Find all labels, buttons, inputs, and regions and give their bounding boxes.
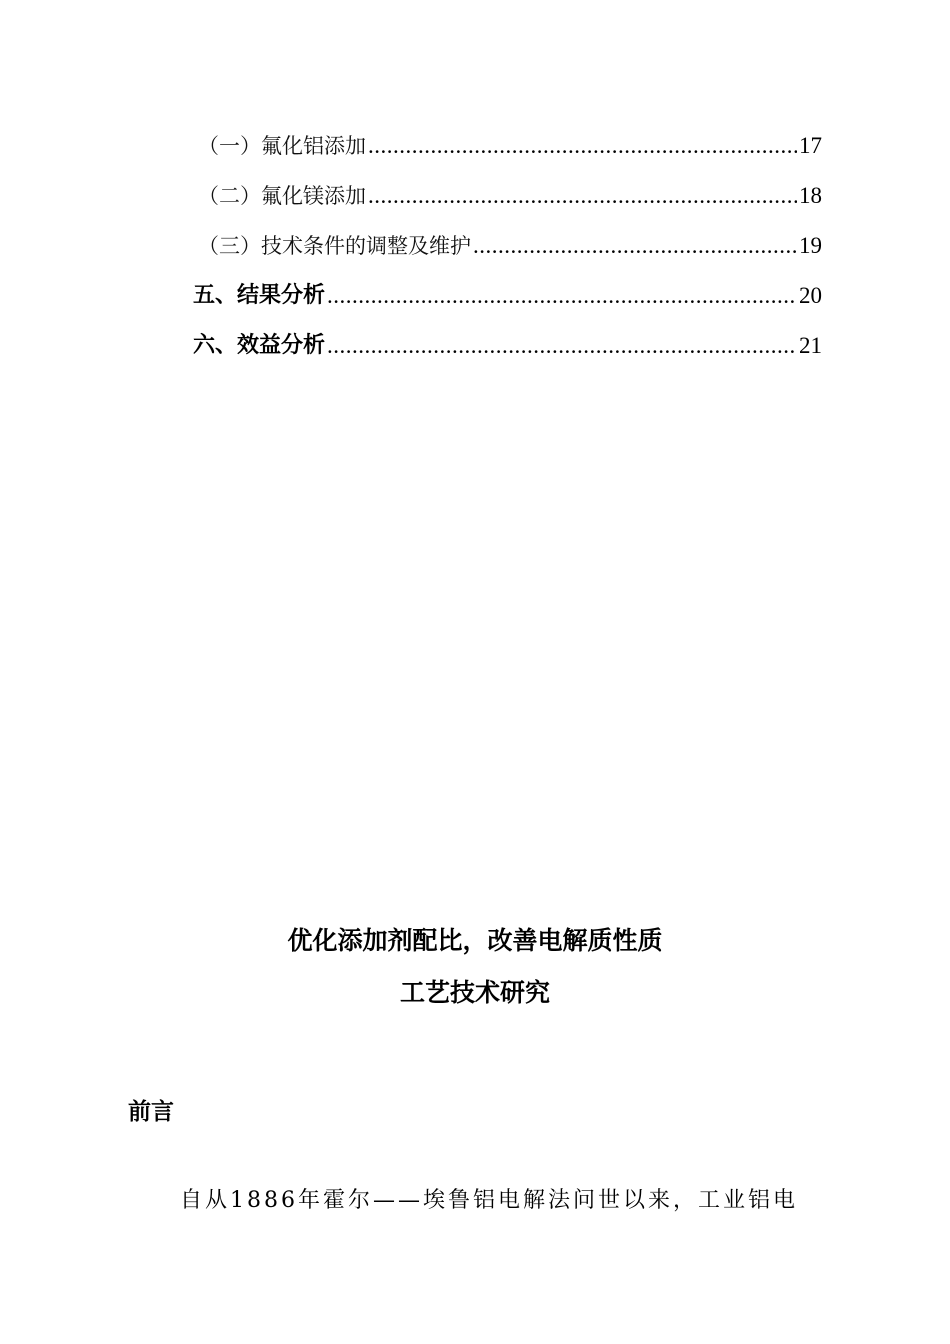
toc-entry[interactable]: [198, 178, 822, 210]
document-title-line-1: 优化添加剂配比，改善电解质性质: [287, 926, 663, 955]
toc-entry-label: （三）技术条件的调整及维护: [198, 234, 471, 258]
preface-paragraph-first-line: 自从1886年霍尔——埃鲁铝电解法问世以来，工业铝电: [180, 1188, 798, 1213]
toc-page-number: 21: [799, 333, 822, 358]
toc-entry[interactable]: [193, 328, 822, 360]
toc-page-number: 20: [799, 283, 822, 308]
toc-leader-dots: [327, 332, 797, 360]
toc-page-number: 17: [799, 133, 822, 158]
toc-entry-label: （二）氟化镁添加: [198, 184, 366, 208]
toc-entry[interactable]: [193, 278, 822, 310]
toc-leader-dots: [327, 282, 797, 310]
toc-page-number: 18: [799, 183, 822, 208]
toc-entry-label: （一）氟化铝添加: [198, 134, 366, 158]
toc-entry[interactable]: [198, 128, 822, 160]
toc-entry-label: 六、效益分析: [193, 333, 326, 358]
toc-page-number: 19: [799, 233, 822, 258]
toc-leader-dots: [368, 182, 797, 210]
preface-heading: 前言: [128, 1099, 174, 1125]
toc-leader-dots: [473, 232, 797, 260]
toc-entry-label: 五、结果分析: [193, 283, 326, 308]
toc-entry[interactable]: [198, 228, 822, 260]
toc-leader-dots: [368, 132, 797, 160]
document-title-line-2: 工艺技术研究: [399, 978, 550, 1007]
